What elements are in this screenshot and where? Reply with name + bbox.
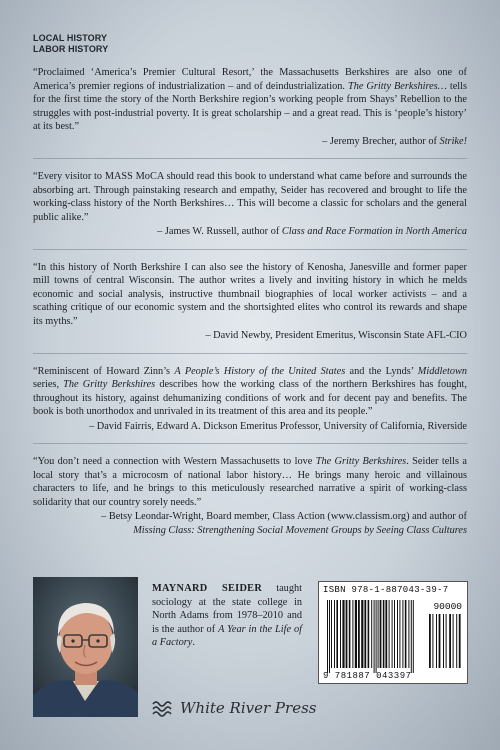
blurb-text: series, bbox=[33, 379, 64, 390]
blurb-attribution bbox=[33, 135, 467, 149]
author-photo bbox=[33, 577, 138, 717]
attribution-text: – David Fairris, Edward A. Dickson Emeritus Professor, University of California, Riverside bbox=[89, 420, 467, 432]
blurb-italic-title: Middletown bbox=[417, 365, 467, 377]
blurb bbox=[33, 455, 467, 537]
price-code: 90000 bbox=[433, 601, 462, 612]
blurb bbox=[33, 365, 467, 434]
blurb-quote bbox=[33, 455, 467, 509]
author-bio-text: taught sociology at the state college in North Adams from 1978–2010 and is the author of bbox=[152, 583, 302, 635]
blurb-italic-title: The Gritty Berkshires bbox=[63, 379, 156, 390]
blurb-italic-title: The Gritty Berkshires bbox=[315, 456, 407, 467]
blurb-divider bbox=[33, 353, 467, 354]
author-name: MAYNARD SEIDER bbox=[152, 583, 263, 594]
blurb-attribution bbox=[33, 420, 467, 434]
blurb-attribution bbox=[33, 510, 467, 537]
attribution-text: – Betsy Leondar-Wright, Board member, Class Action (www.classism.org) and author of bbox=[101, 511, 467, 522]
blurb-text: tells for the first time the story of the North Berkshire region’s working people from Shays’ Rebellion to the struggles with post-industrial poverty. It is great scholarship – and a great read. This is ‘people’s history’ at its best.” bbox=[33, 80, 467, 132]
blurb-text: . Seider tells a local story that’s a microcosm of national labor history… He brings many heroic and villainous characters to life, and he brings to this meticulously researched narrative a spirit of working-class solidarity that our country sorely needs.” bbox=[33, 456, 467, 508]
blurb-italic-title: The Gritty Berkshires… bbox=[347, 80, 447, 92]
publisher-name: White River Press bbox=[180, 699, 317, 717]
author-bio bbox=[152, 582, 302, 650]
blurb-quote bbox=[33, 365, 467, 419]
blurb-attribution bbox=[33, 329, 467, 343]
author-previous-book: A Year in the Life of a Factory bbox=[152, 623, 302, 649]
blurb-text: “Proclaimed ‘America’s Premier Cultural Resort,’ the Massachusetts Berkshires are also one of America’s premier regions of industrialization – and of deindustrialization. bbox=[33, 67, 467, 92]
category-local-history: LOCAL HISTORY bbox=[33, 33, 108, 43]
category-labor-history: LABOR HISTORY bbox=[33, 44, 109, 54]
barcode-bars bbox=[319, 582, 467, 683]
blurb-text: “Reminiscent of Howard Zinn’s bbox=[33, 365, 175, 377]
blurb-text: and the Lynds’ bbox=[345, 365, 418, 377]
blurb-quote bbox=[33, 66, 467, 134]
blurbs-section bbox=[33, 66, 467, 537]
attribution-book-title: Missing Class: Strengthening Social Movement Groups by Seeing Class Cultures bbox=[133, 524, 467, 536]
author-bio-end: . bbox=[192, 637, 195, 649]
attribution-book-title: Class and Race Formation in North America bbox=[281, 226, 467, 237]
blurb-quote bbox=[33, 261, 467, 329]
blurb-text: “You don’t need a connection with Western Massachusetts to love bbox=[33, 456, 316, 467]
blurb bbox=[33, 66, 467, 148]
blurb-italic-title: A People’s History of the United States bbox=[174, 365, 346, 377]
attribution-text: – James W. Russell, author of bbox=[157, 226, 282, 237]
blurb-text: “In this history of North Berkshire I can also see the history of Kenosha, Janesville and former paper mill towns of central Wisconsin. The author writes a lively and inviting history in which he melds economic and social analysis, instructive thumbnail biographies of local worker activists – and a scathing critique of our economic system and the shortsighted elites who control its rewards and shape its myths.” bbox=[33, 261, 467, 327]
waves-icon bbox=[152, 699, 174, 717]
isbn-number: ISBN 978-1-887043-39-7 bbox=[323, 585, 449, 595]
attribution-text: – David Newby, President Emeritus, Wisconsin State AFL-CIO bbox=[205, 330, 467, 341]
blurb-divider bbox=[33, 158, 467, 159]
blurb-attribution bbox=[33, 225, 467, 239]
author-portrait-illustration bbox=[33, 577, 138, 717]
blurb-quote bbox=[33, 170, 467, 224]
blurb bbox=[33, 261, 467, 343]
blurb-text: “Every visitor to MASS MoCA should read this book to understand what came before and surrounds the absorbing art. Through painstaking research and empathy, Seider has recovered and brought to life the working-class history of the North Berkshires… This will become a classic for scholars and the general public alike.” bbox=[33, 171, 467, 223]
blurb-text: describes how the working class of the northern Berkshires has fought, throughout its history, against dehumanizing conditions of work and for decent pay and benefits. The book is both unorthodox and unrivaled in its treatment of this area and its people.” bbox=[33, 379, 467, 417]
isbn-barcode bbox=[318, 581, 468, 684]
publisher-logo bbox=[152, 696, 352, 720]
blurb bbox=[33, 170, 467, 239]
blurb-divider bbox=[33, 249, 467, 250]
attribution-book-title: Strike! bbox=[439, 135, 467, 147]
category-labels bbox=[33, 33, 108, 55]
blurb-divider bbox=[33, 443, 467, 444]
ean-digits: 9 781887 043397 bbox=[323, 671, 412, 681]
attribution-text: – Jeremy Brecher, author of bbox=[322, 135, 440, 147]
